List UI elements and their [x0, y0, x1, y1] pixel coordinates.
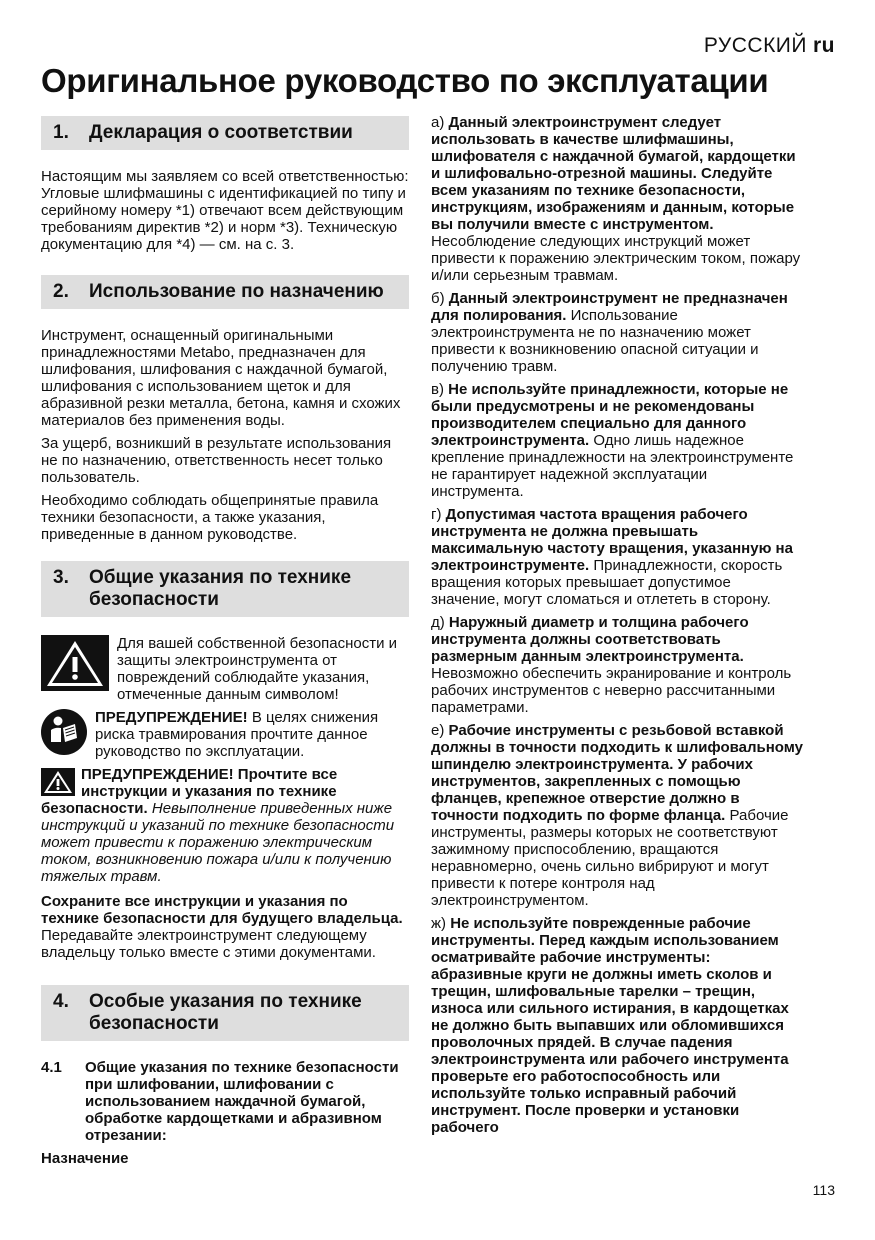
item-bold: Не используйте поврежденные рабочие инструменты. Перед каждым использованием осматривайте рабочие инструменты: абразивные круги не должны иметь сколов и трещин, шлифовальные тарелки – трещин, износа или сильного истирания, в кардощетках не должно быть выпавших или обломившихся проволочных прядей. В случае падения электроинструмента или рабочего инструмента проверьте его работоспособность или используйте только исправный рабочий инструмент. После проверки и установки рабочего: [431, 915, 789, 1136]
section-4-heading: [41, 985, 409, 1041]
usage-text-3: Необходимо соблюдать общепринятые правила техники безопасности, а также указания, приведенные в данном руководстве.: [41, 492, 379, 543]
purpose-label: Назначение: [41, 1150, 129, 1167]
item-letter: е): [431, 722, 449, 739]
item-bold: Наружный диаметр и толщина рабочего инструмента должны соответствовать размерным данным электроинструмента.: [431, 614, 749, 665]
read-manual-icon: [41, 709, 87, 760]
item-text: Рабочие инструменты, размеры которых не соответствуют зажимному приспособлению, вращаются неравномерно, очень сильно вибрируют и могут привести к потере контроля над электроинструментом.: [431, 807, 789, 909]
section-3-heading: [41, 561, 409, 617]
item-g: [431, 915, 803, 1136]
section-number: 2.: [53, 281, 69, 302]
warning-label: ПРЕДУПРЕЖДЕНИЕ!: [95, 709, 248, 726]
warning-triangle-small-icon: [41, 768, 75, 800]
item-b: [431, 290, 803, 375]
item-text: Одно лишь надежное крепление принадлежности на электроинструменте не гарантирует надежной эксплуатации инструмента.: [431, 432, 794, 500]
safety-symbol-note: [41, 635, 409, 703]
language-label: [704, 34, 835, 58]
section-number: 1.: [53, 122, 69, 143]
item-letter: ж): [431, 915, 451, 932]
usage-text-2: За ущерб, возникший в результате использования не по назначению, ответственность несет только пользователь.: [41, 435, 392, 486]
item-text: Несоблюдение следующих инструкций может привести к поражению электрическим током, пожару и/или серьезным травмам.: [431, 233, 801, 284]
warning-triangle-icon: [41, 635, 109, 696]
item-text: Принадлежности, скорость вращения которых превышает допустимое значение, могут сломаться и отлететь в сторону.: [431, 557, 783, 608]
left-column: [41, 114, 409, 1173]
keep-instructions-note: [41, 893, 409, 927]
language-code: ru: [813, 34, 835, 57]
section-title: Общие указания по технике безопасности: [89, 567, 352, 610]
section-1-heading: [41, 116, 409, 150]
hand-over-text: Передавайте электроинструмент следующему владельцу только вместе с этими документами.: [41, 927, 376, 961]
item-letter: в): [431, 381, 449, 398]
declaration-text: Настоящим мы заявляем со всей ответственностью: Угловые шлифмашины с идентификацией по типу и серийному номеру *1) отвечают всем действующим требованиям директив *2) и норм *3). Техническую документацию для *4) — см. на с. 3.: [41, 168, 409, 253]
read-manual-text: [95, 709, 409, 760]
item-bold: Рабочие инструменты с резьбовой вставкой должны в точности подходить к шлифовальному шпинделю электроинструмента. У рабочих инструментов, закрепленных с помощью фланцев, крепежное отверстие должно в точности подходить по форме фланца.: [431, 722, 804, 824]
safety-symbol-text: Для вашей собственной безопасности и защиты электроинструмента от повреждений соблюдайте указания, отмеченные данным символом!: [117, 635, 398, 703]
read-manual-note: [41, 709, 409, 760]
item-letter: д): [431, 614, 449, 631]
section-title: Особые указания по технике безопасности: [89, 991, 362, 1034]
subsection-4-1-heading: [41, 1059, 409, 1144]
section-number: 3.: [53, 567, 69, 588]
item-bold: Данный электроинструмент следует использовать в качестве шлифмашины, шлифователя с наждачной бумагой, кардощетки и шлифовально-отрезной машины. Следуйте всем указаниям по технике безопасности, инструкциям, изображениям и данным, которые вы получили вместе с инструментом.: [431, 114, 796, 233]
language-word: РУССКИЙ: [703, 34, 807, 57]
usage-text-1: Инструмент, оснащенный оригинальными принадлежностями Metabo, предназначен для шлифования, шлифования с наждачной бумагой, шлифования с использованием щеток и для абразивной резки металла, бетона, камня и схожих материалов без применения воды.: [41, 327, 401, 429]
read-manual-body: В целях снижения риска травмирования прочтите данное руководство по эксплуатации.: [95, 709, 379, 760]
item-bold: Данный электроинструмент не предназначен для полирования.: [431, 290, 788, 324]
general-warning: [41, 766, 409, 885]
item-text: Невозможно обеспечить экранирование и контроль рабочих инструментов с неверно рассчитанными параметрами.: [431, 665, 792, 716]
item-bold: Допустимая частота вращения рабочего инструмента не должна превышать максимальную частоту вращения, указанную на электроинструменте.: [431, 506, 793, 574]
item-letter: а): [431, 114, 449, 131]
item-text: Использование электроинструмента не по назначению может привести к возникновению опасной ситуации и получению травм.: [431, 307, 759, 375]
item-bold: Не используйте принадлежности, которые не были предусмотрены и не рекомендованы производителем специально для данного электроинструмента.: [431, 381, 789, 449]
item-d: [431, 506, 803, 608]
page-title: Оригинальное руководство по эксплуатации: [41, 62, 769, 99]
page-number: 113: [812, 1182, 835, 1198]
item-letter: б): [431, 290, 449, 307]
section-number: 4.: [53, 991, 69, 1012]
keep-instructions-bold: Сохраните все инструкции и указания по технике безопасности для будущего владельца.: [41, 893, 403, 927]
item-a: [431, 114, 803, 284]
subsection-title: Общие указания по технике безопасности при шлифовании, шлифовании с использованием наждачной бумагой, обработке кардощетками и абразивном отрезании:: [85, 1059, 399, 1144]
subsection-number: 4.1: [41, 1059, 62, 1076]
item-e: [431, 614, 803, 716]
section-title: Использование по назначению: [89, 281, 384, 302]
right-column: [431, 114, 803, 1142]
warning-italic-text: Невыполнение приведенных ниже инструкций и указаний по технике безопасности может привести к поражению электрическим током, возникновению пожара и/или к получению тяжелых травм.: [41, 800, 395, 885]
item-letter: г): [431, 506, 446, 523]
section-2-heading: [41, 275, 409, 309]
item-f: [431, 722, 803, 909]
item-c: [431, 381, 803, 500]
section-title: Декларация о соответствии: [89, 122, 353, 143]
warning-bold-text: ПРЕДУПРЕЖДЕНИЕ! Прочтите все инструкции и указания по технике безопасности.: [41, 766, 338, 817]
